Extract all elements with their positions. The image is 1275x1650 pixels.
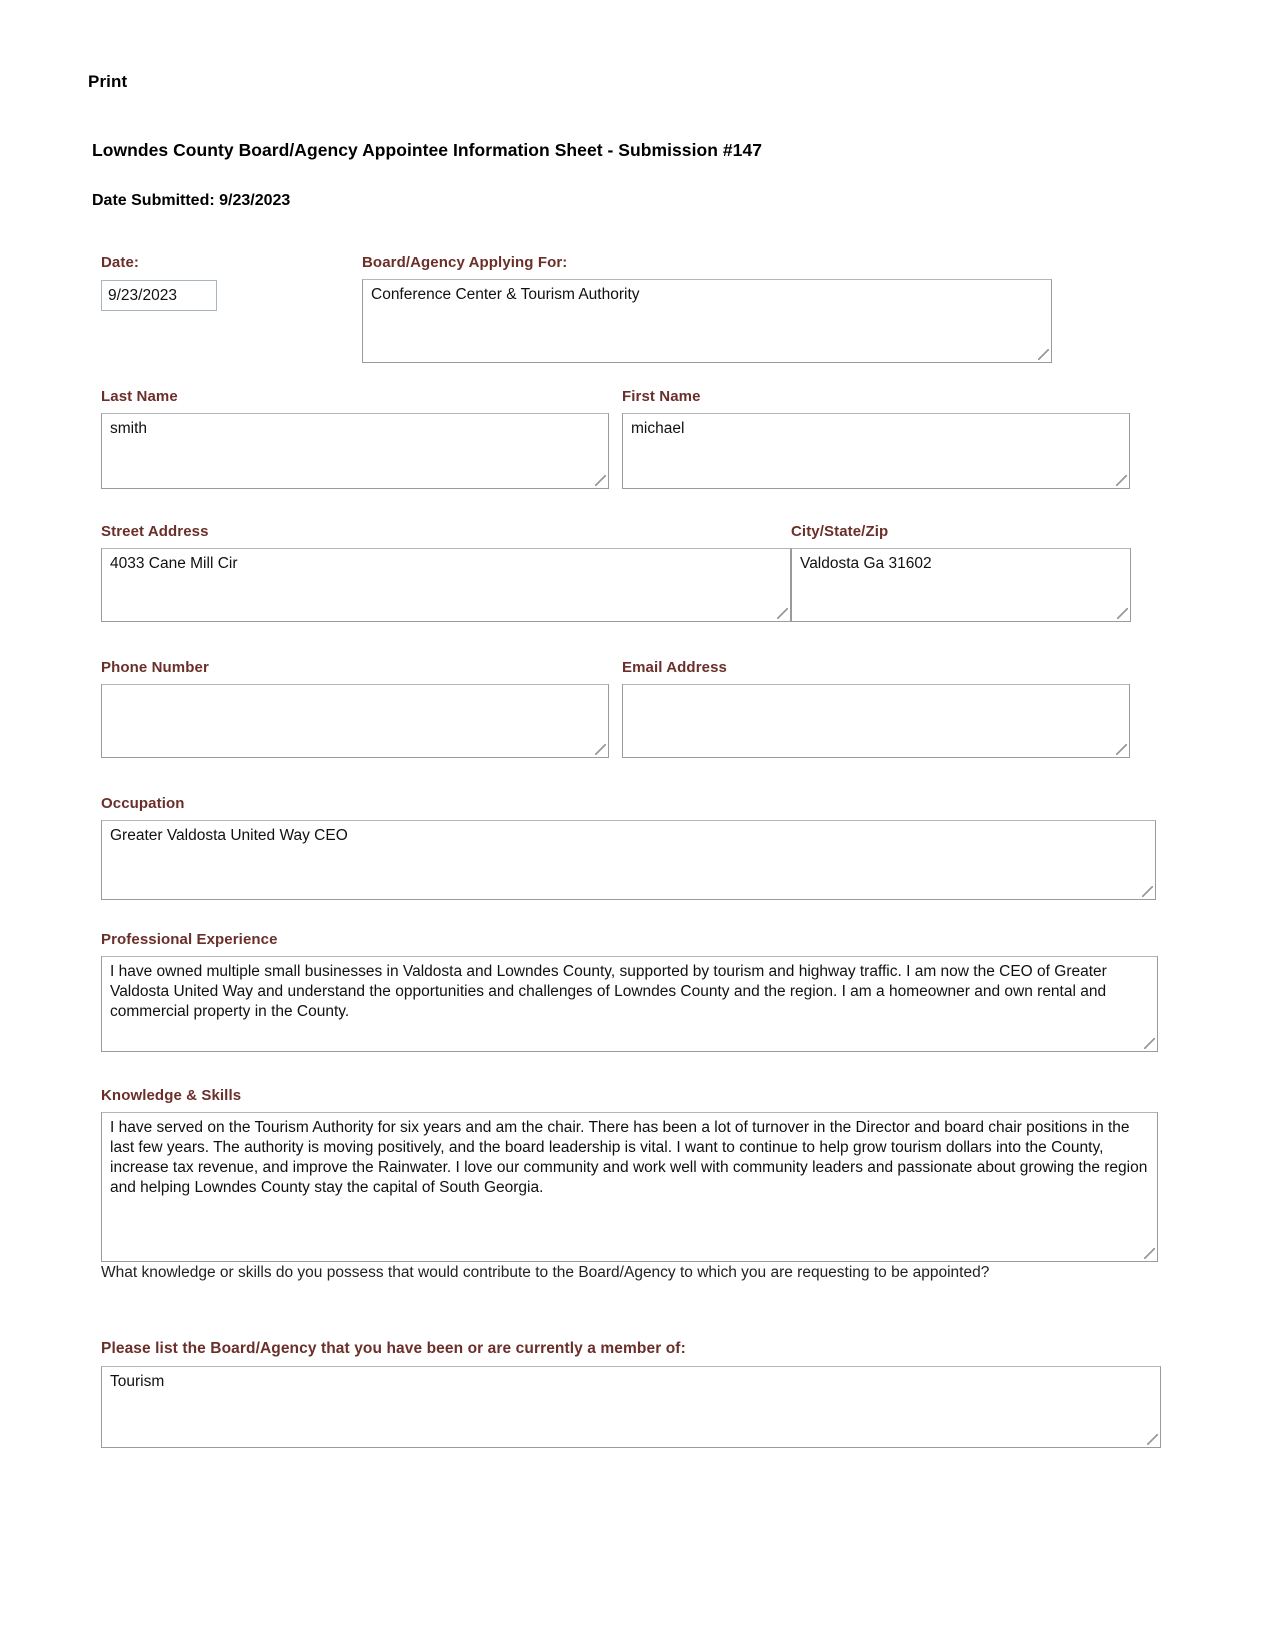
last-name-input[interactable]: smith <box>101 413 609 489</box>
email-address-group <box>622 659 1130 758</box>
knowledge-skills-helper-text: What knowledge or skills do you possess that would contribute to the Board/Agency to which you are requesting to be appointed? <box>101 1264 990 1281</box>
email-address-input[interactable] <box>622 684 1130 758</box>
phone-number-label: Phone Number <box>101 659 209 676</box>
board-agency-applying-label: Board/Agency Applying For: <box>362 254 568 271</box>
knowledge-skills-input[interactable]: I have served on the Tourism Authority for six years and am the chair. There has been a lot of turnover in the Director and board chair positions in the last few years. The authority is moving positively, and the board leadership is vital. I want to continue to help grow tourism dollars into the County, increase tax revenue, and improve the Rainwater. I love our community and work well with community leaders and passionate about growing the region and helping Lowndes County stay the capital of South Georgia. <box>101 1112 1158 1262</box>
phone-number-input[interactable] <box>101 684 609 758</box>
professional-experience-input[interactable]: I have owned multiple small businesses in Valdosta and Lowndes County, supported by tourism and highway traffic. I am now the CEO of Greater Valdosta United Way and understand the opportunities and challenges of Lowndes County and the region. I am a homeowner and own rental and commercial property in the County. <box>101 956 1158 1052</box>
occupation-label: Occupation <box>101 795 185 812</box>
first-name-label: First Name <box>622 388 701 405</box>
email-address-label: Email Address <box>622 659 727 676</box>
board-membership-label: Please list the Board/Agency that you have been or are currently a member of: <box>101 1340 686 1357</box>
professional-experience-group <box>101 931 1158 1052</box>
first-name-input[interactable]: michael <box>622 413 1130 489</box>
last-name-group <box>101 388 609 489</box>
page-title: Lowndes County Board/Agency Appointee Information Sheet - Submission #147 <box>92 140 763 160</box>
street-address-input[interactable]: 4033 Cane Mill Cir <box>101 548 791 622</box>
first-name-group <box>622 388 1130 489</box>
knowledge-skills-label: Knowledge & Skills <box>101 1087 242 1104</box>
city-state-zip-label: City/State/Zip <box>791 523 889 540</box>
board-membership-group <box>101 1340 1161 1448</box>
street-address-group <box>101 523 791 622</box>
board-agency-applying-group <box>362 254 1052 363</box>
date-submitted-text: Date Submitted: 9/23/2023 <box>92 192 291 209</box>
street-address-label: Street Address <box>101 523 209 540</box>
knowledge-skills-group <box>101 1087 1158 1262</box>
date-label: Date: <box>101 254 140 271</box>
professional-experience-label: Professional Experience <box>101 931 278 948</box>
last-name-label: Last Name <box>101 388 178 405</box>
board-membership-input[interactable]: Tourism <box>101 1366 1161 1448</box>
occupation-group <box>101 795 1156 900</box>
print-button[interactable]: Print <box>88 72 128 91</box>
city-state-zip-group <box>791 523 1131 622</box>
board-agency-applying-input[interactable]: Conference Center & Tourism Authority <box>362 279 1052 363</box>
city-state-zip-input[interactable]: Valdosta Ga 31602 <box>791 548 1131 622</box>
occupation-input[interactable]: Greater Valdosta United Way CEO <box>101 820 1156 900</box>
date-input[interactable]: 9/23/2023 <box>101 280 217 311</box>
phone-number-group <box>101 659 609 758</box>
